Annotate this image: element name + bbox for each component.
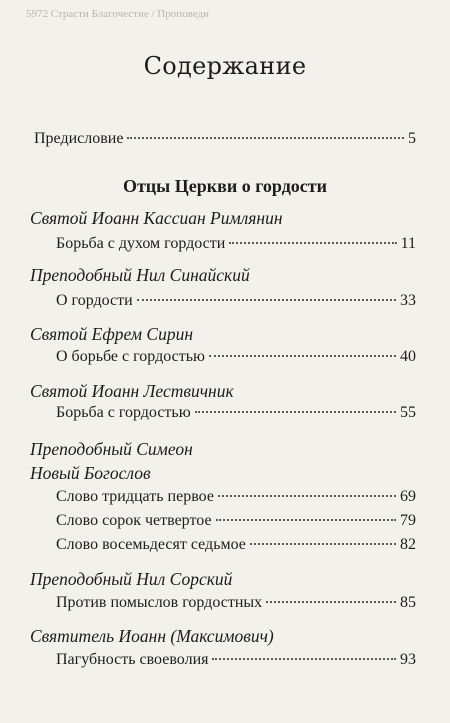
toc-entry-label: Пагубность своеволия	[56, 651, 209, 668]
toc-entry[interactable]	[56, 292, 416, 310]
section-title: Отцы Церкви о гордости	[122, 176, 328, 196]
author-heading: Святой Иоанн Кассиан Римлянин	[30, 208, 283, 228]
toc-entry-page: 55	[400, 404, 416, 421]
toc-entry-label: Предисловие	[34, 130, 124, 147]
dot-leader	[266, 601, 396, 603]
toc-entry[interactable]	[56, 536, 416, 554]
toc-entry-page: 33	[400, 292, 416, 309]
toc-entry[interactable]	[56, 235, 416, 253]
dot-leader	[195, 411, 396, 413]
page-title: Содержание	[143, 52, 307, 80]
toc-entry-label: Против помыслов гордостных	[56, 594, 263, 611]
toc-entry-page: 82	[400, 536, 416, 553]
author-heading: Святой Ефрем Сирин	[30, 324, 194, 344]
toc-entry-label: Борьба с духом гордости	[56, 235, 226, 252]
dot-leader	[216, 519, 396, 521]
dot-leader	[229, 242, 396, 244]
author-heading: Святитель Иоанн (Максимович)	[30, 626, 274, 646]
toc-entry-preface[interactable]	[34, 130, 416, 148]
header-bleed-through: 5972 Страсти Благочестие / Проповеди	[26, 8, 209, 20]
toc-entry-label: Слово тридцать первое	[56, 488, 214, 505]
dot-leader	[250, 543, 396, 545]
author-heading: Преподобный Нил Синайский	[30, 265, 250, 285]
author-heading: Святой Иоанн Лествичник	[30, 381, 234, 401]
toc-entry[interactable]	[56, 512, 416, 530]
toc-entry-page: 69	[400, 488, 416, 505]
toc-entry-page: 40	[400, 348, 416, 365]
toc-entry-label: О гордости	[56, 292, 133, 309]
dot-leader	[127, 137, 404, 139]
dot-leader	[218, 495, 396, 497]
toc-entry-page: 11	[400, 235, 416, 252]
toc-entry-page: 79	[400, 512, 416, 529]
dot-leader	[209, 355, 396, 357]
author-heading-line2: Новый Богослов	[30, 463, 151, 483]
toc-entry[interactable]	[56, 348, 416, 366]
toc-entry[interactable]	[56, 651, 416, 669]
dot-leader	[212, 658, 396, 660]
toc-entry-page: 93	[400, 651, 416, 668]
toc-entry-label: Слово сорок четвертое	[56, 512, 212, 529]
toc-entry-page: 85	[400, 594, 416, 611]
author-heading: Преподобный Нил Сорский	[30, 569, 233, 589]
toc-entry[interactable]	[56, 594, 416, 612]
toc-entry-label: Борьба с гордостью	[56, 404, 191, 421]
toc-entry-label: О борьбе с гордостью	[56, 348, 205, 365]
dot-leader	[137, 299, 396, 301]
toc-entry-label: Слово восемьдесят седьмое	[56, 536, 246, 553]
toc-entry-page: 5	[408, 130, 416, 147]
toc-entry[interactable]	[56, 404, 416, 422]
toc-entry[interactable]	[56, 488, 416, 506]
author-heading-line1: Преподобный Симеон	[30, 439, 193, 459]
